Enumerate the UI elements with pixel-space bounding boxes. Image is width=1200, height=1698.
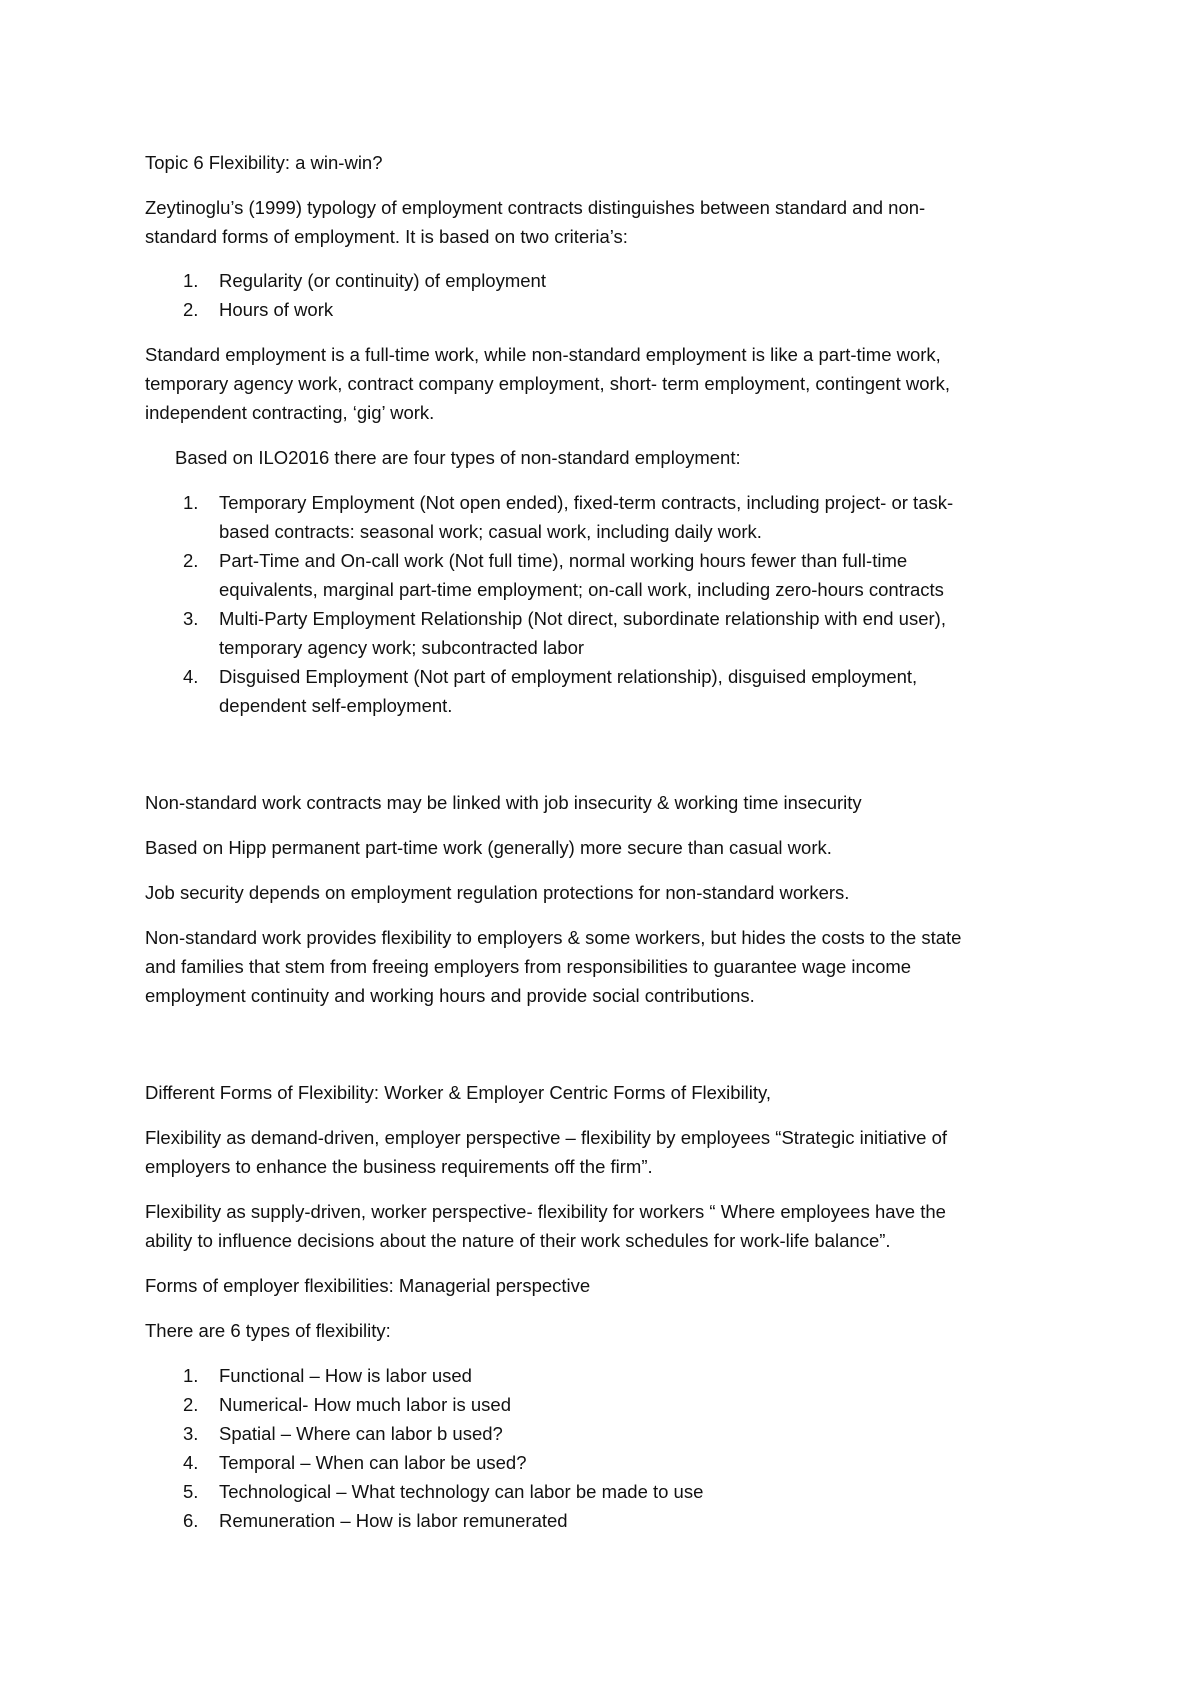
ilo-intro: Based on ILO2016 there are four types of non-standard employment:	[175, 447, 741, 468]
list-number: 4.	[183, 666, 199, 687]
list-number: 4.	[183, 1452, 199, 1473]
list-number: 1.	[183, 1365, 199, 1386]
paragraph-line: Flexibility as demand-driven, employer perspective – flexibility by employees “Strategic initiative of	[145, 1127, 948, 1148]
intro-line: standard forms of employment. It is based on two criteria’s:	[145, 226, 628, 247]
paragraph-line: Flexibility as supply-driven, worker perspective- flexibility for workers “ Where employees have the	[145, 1201, 946, 1222]
list-item-line: temporary agency work; subcontracted labor	[219, 637, 585, 658]
list-item-line: Multi-Party Employment Relationship (Not direct, subordinate relationship with end user),	[219, 608, 946, 629]
document-title: Topic 6 Flexibility: a win-win?	[145, 152, 383, 173]
list-item: Hours of work	[219, 299, 334, 320]
list-number: 6.	[183, 1510, 199, 1531]
list-number: 2.	[183, 299, 199, 320]
list-item: Technological – What technology can labor be made to use	[219, 1481, 704, 1502]
job-security-line: Job security depends on employment regulation protections for non-standard workers.	[145, 882, 850, 903]
list-item: Temporal – When can labor be used?	[219, 1452, 527, 1473]
insecurity-line: Non-standard work contracts may be linked with job insecurity & working time insecurity	[145, 792, 862, 813]
paragraph-line: Non-standard work provides flexibility to employers & some workers, but hides the costs to the state	[145, 927, 962, 948]
list-number: 3.	[183, 608, 199, 629]
list-number: 5.	[183, 1481, 199, 1502]
paragraph-line: ability to influence decisions about the nature of their work schedules for work-life balance”.	[145, 1230, 891, 1251]
employer-forms-line: Forms of employer flexibilities: Managerial perspective	[145, 1275, 591, 1296]
list-item-line: Temporary Employment (Not open ended), fixed-term contracts, including project- or task-	[219, 492, 954, 513]
list-item: Remuneration – How is labor remunerated	[219, 1510, 568, 1531]
six-types-intro: There are 6 types of flexibility:	[145, 1320, 391, 1341]
section-heading: Different Forms of Flexibility: Worker & Employer Centric Forms of Flexibility,	[145, 1082, 772, 1103]
list-number: 2.	[183, 1394, 199, 1415]
list-item: Numerical- How much labor is used	[219, 1394, 511, 1415]
list-number: 3.	[183, 1423, 199, 1444]
paragraph-line: temporary agency work, contract company employment, short- term employment, contingent work,	[145, 373, 951, 394]
list-item: Spatial – Where can labor b used?	[219, 1423, 503, 1444]
list-item: Regularity (or continuity) of employment	[219, 270, 546, 291]
paragraph-line: employers to enhance the business requirements off the firm”.	[145, 1156, 653, 1177]
list-item: Functional – How is labor used	[219, 1365, 472, 1386]
paragraph-line: Standard employment is a full-time work, while non-standard employment is like a part-time work,	[145, 344, 941, 365]
list-item-line: Part-Time and On-call work (Not full time), normal working hours fewer than full-time	[219, 550, 908, 571]
list-item-line: equivalents, marginal part-time employment; on-call work, including zero-hours contracts	[219, 579, 944, 600]
list-item-line: Disguised Employment (Not part of employment relationship), disguised employment,	[219, 666, 918, 687]
list-number: 1.	[183, 270, 199, 291]
list-number: 1.	[183, 492, 199, 513]
intro-line: Zeytinoglu’s (1999) typology of employment contracts distinguishes between standard and non-	[145, 197, 926, 218]
list-number: 2.	[183, 550, 199, 571]
list-item-line: based contracts: seasonal work; casual work, including daily work.	[219, 521, 762, 542]
paragraph-line: employment continuity and working hours and provide social contributions.	[145, 985, 755, 1006]
list-item-line: dependent self-employment.	[219, 695, 453, 716]
paragraph-line: and families that stem from freeing employers from responsibilities to guarantee wage income	[145, 956, 912, 977]
paragraph-line: independent contracting, ‘gig’ work.	[145, 402, 435, 423]
hipp-line: Based on Hipp permanent part-time work (generally) more secure than casual work.	[145, 837, 832, 858]
